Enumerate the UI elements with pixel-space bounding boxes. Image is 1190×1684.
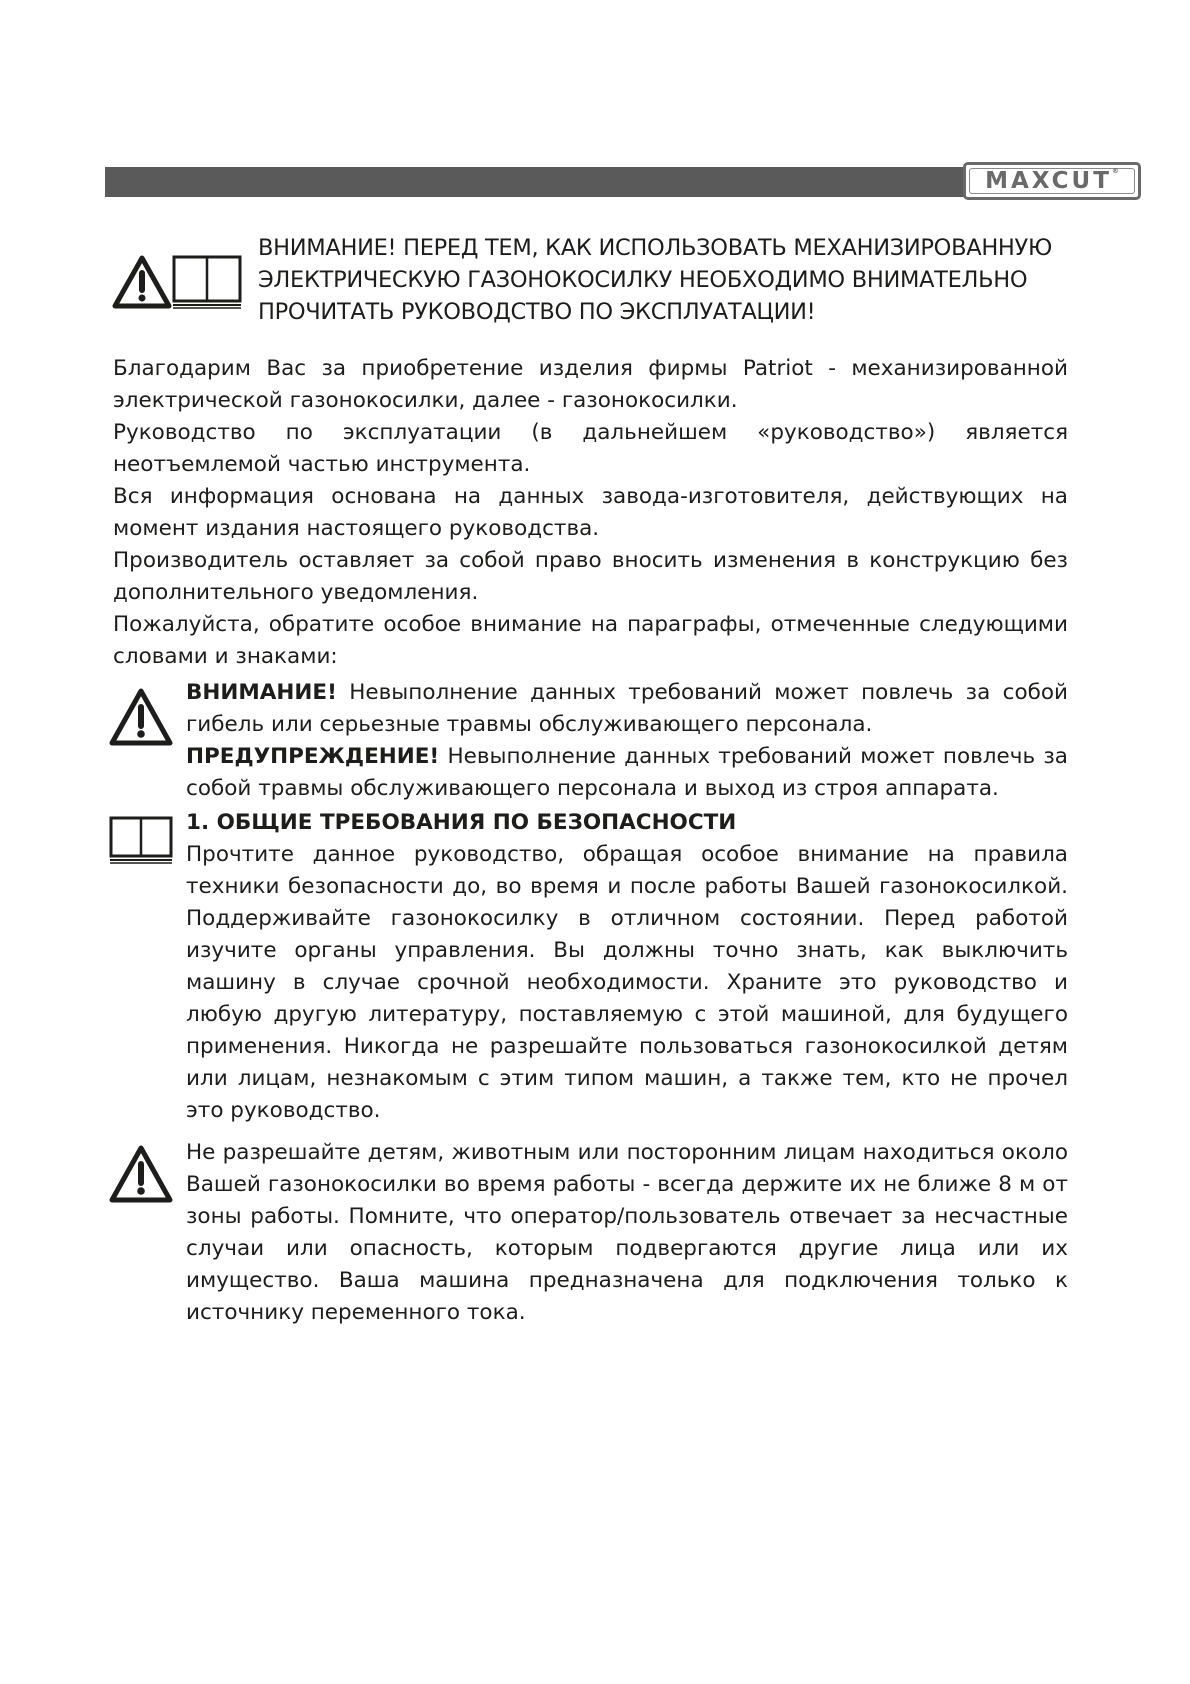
caution-label: ПРЕДУПРЕЖДЕНИЕ! xyxy=(186,744,440,769)
manual-book-icon xyxy=(171,254,243,310)
caution-paragraph xyxy=(186,741,1068,805)
notice-text: ВНИМАНИЕ! ПЕРЕД ТЕМ, КАК ИСПОЛЬЗОВАТЬ МЕХАНИЗИРОВАННУЮ ЭЛЕКТРИЧЕСКУЮ ГАЗОНОКОСИЛКУ НЕОБХОДИМО ВНИМАТЕЛЬНО ПРОЧИТАТЬ РУКОВОДСТВО ПО ЭКСПЛУАТАЦИИ! xyxy=(258,235,1052,325)
caution-text: Невыполнение данных требований может повлечь за собой травмы обслуживающего персонала и выход из строя аппарата. xyxy=(186,744,1068,801)
attention-label: ВНИМАНИЕ! xyxy=(186,680,337,705)
registered-mark: ® xyxy=(1111,167,1119,176)
manual-book-icon xyxy=(108,815,174,865)
warning-triangle-icon xyxy=(108,687,174,747)
section-warning-paragraph: Не разрешайте детям, животным или посторонним лицам находиться около Вашей газонокосилки во время работы - всегда держите их не ближе 8 м от зоны работы. Помните, что оператор/пользователь отвечает за несчастные случаи или опасность, которым подвергаются другие лица или их имущество. Ваша машина предназначена для подключения только к источнику переменного тока. xyxy=(186,1140,1068,1325)
section-title: 1. ОБЩИЕ ТРЕБОВАНИЯ ПО БЕЗОПАСНОСТИ xyxy=(186,810,737,835)
header-bar xyxy=(105,167,965,197)
section-general-safety xyxy=(186,807,1068,1127)
warning-triangle-icon xyxy=(111,254,173,310)
intro-paragraph: Вся информация основана на данных завода-изготовителя, действующих на момент издания настоящего руководства. xyxy=(113,484,1068,541)
intro-paragraph: Руководство по эксплуатации (в дальнейшем «руководство») является неотъемлемой частью инструмента. xyxy=(113,420,1068,477)
maxcut-logo xyxy=(963,162,1141,200)
warning-triangle-icon xyxy=(108,1144,174,1204)
logo-text: MAXCUT® xyxy=(985,167,1119,194)
intro-section xyxy=(113,353,1068,673)
intro-paragraph: Производитель оставляет за собой право вносить изменения в конструкцию без дополнительного уведомления. xyxy=(113,548,1068,605)
warning-legend xyxy=(186,677,1068,805)
attention-paragraph xyxy=(186,677,1068,741)
intro-paragraph: Пожалуйста, обратите особое внимание на параграфы, отмеченные следующими словами и знаками: xyxy=(113,612,1068,669)
section-paragraph: Прочтите данное руководство, обращая особое внимание на правила техники безопасности до, во время и после работы Вашей газонокосилкой. Поддерживайте газонокосилку в отличном состоянии. Перед работой изучите органы управления. Вы должны точно знать, как выключить машину в случае срочной необходимости. Храните это руководство и любую другую литературу, поставляемую с этой машиной, для будущего применения. Никогда не разрешайте пользоваться газонокосилкой детям или лицам, незнакомым с этим типом машин, а также тем, кто не прочел это руководство. xyxy=(186,842,1068,1123)
intro-paragraph: Благодарим Вас за приобретение изделия фирмы Patriot - механизированной электрической газонокосилки, далее - газонокосилки. xyxy=(113,356,1068,413)
section-warning xyxy=(186,1137,1068,1329)
attention-text: Невыполнение данных требований может повлечь за собой гибель или серьезные травмы обслуживающего персонала. xyxy=(186,680,1068,737)
